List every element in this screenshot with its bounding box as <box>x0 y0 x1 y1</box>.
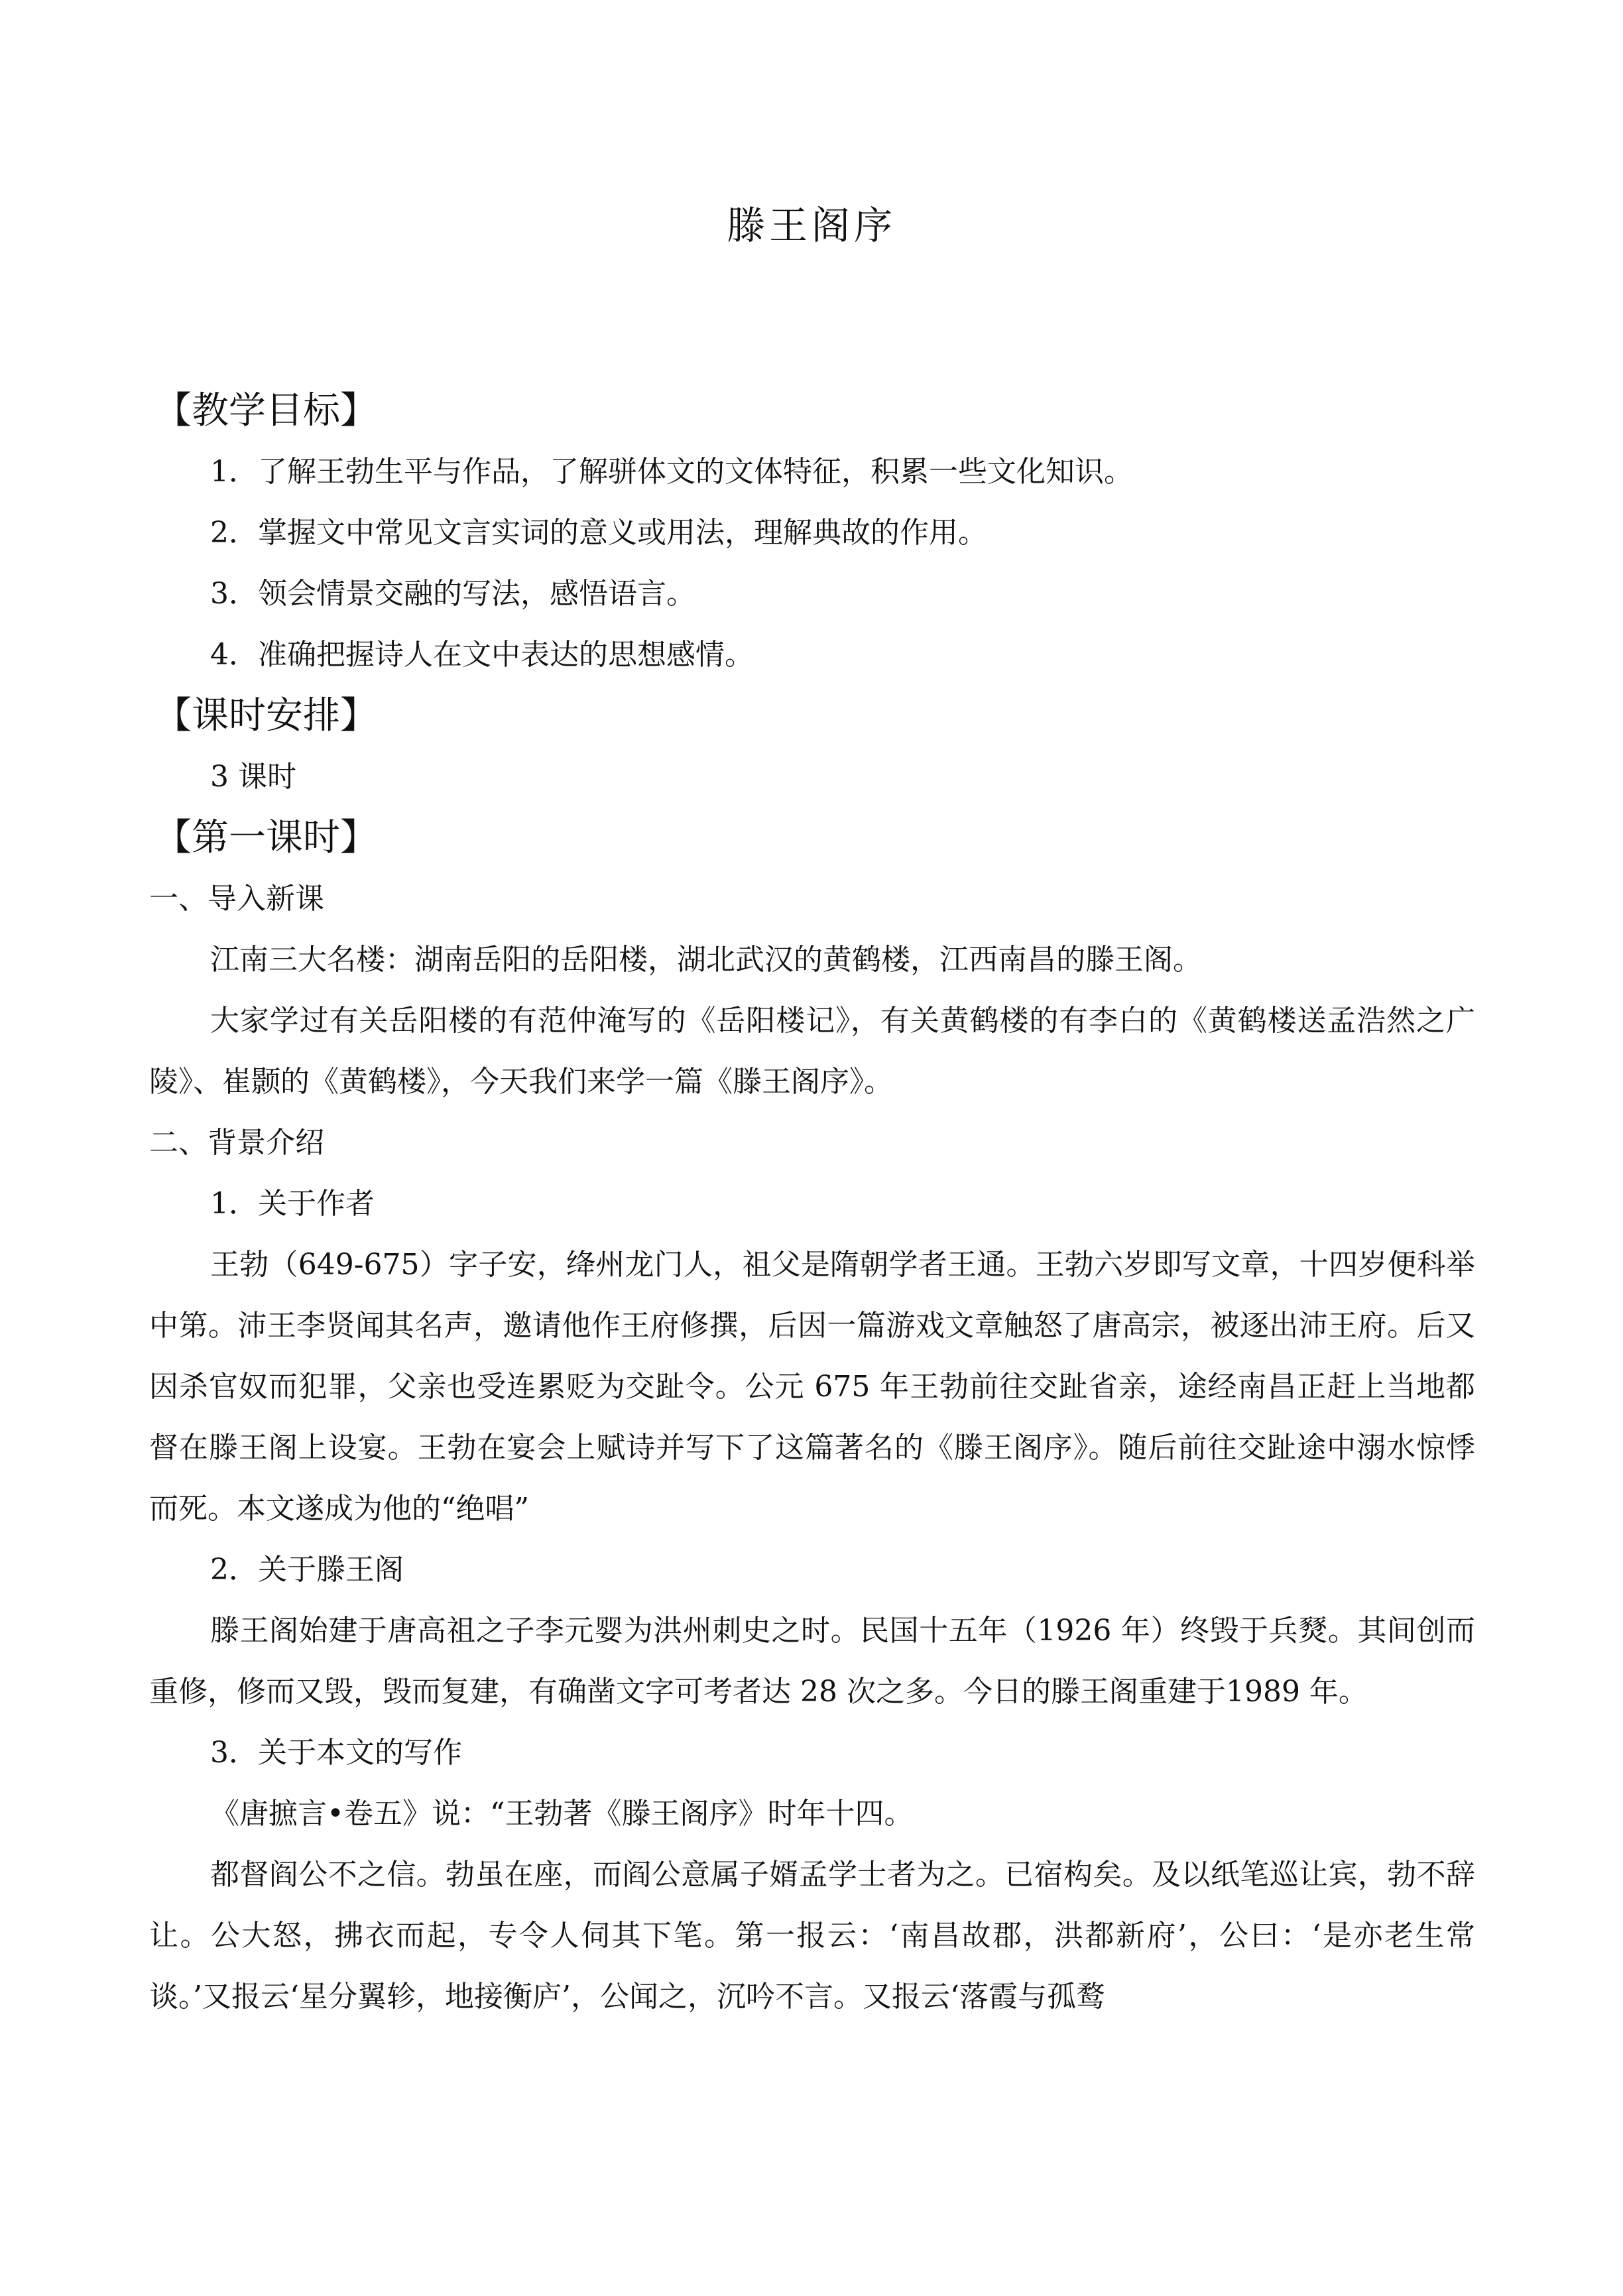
page-title: 滕王阁序 <box>726 203 896 248</box>
lesson1-heading: 【第一课时】 <box>154 816 377 859</box>
goals-heading: 【教学目标】 <box>154 389 377 432</box>
story-paragraph: 都督阎公不之信。勃虽在座，而阎公意属子婿孟学士者为之。已宿构矣。及以纸笔巡让宾，勃不辞让。公大怒，拂衣而起，专令人伺其下笔。第一报云：‘南昌故郡，洪都新府’，公曰：‘是亦老生常谈。’又报云‘星分翼轸，地接衡庐’，公闻之，沉吟不言。又报云‘落霞与孤鹜 <box>149 1858 1475 2014</box>
subheading-writing: 3．关于本文的写作 <box>210 1736 462 1770</box>
goal-item: 4．准确把握诗人在文中表达的思想感情。 <box>210 638 754 672</box>
intro-paragraph: 江南三大名楼：湖南岳阳的岳阳楼，湖北武汉的黄鹤楼，江西南昌的滕王阁。 <box>210 943 1202 977</box>
subheading-author: 1．关于作者 <box>210 1187 375 1221</box>
section-heading-intro: 一、导入新课 <box>149 882 324 916</box>
goal-item: 3．领会情景交融的写法，感悟语言。 <box>210 577 695 611</box>
schedule-heading: 【课时安排】 <box>154 694 377 737</box>
schedule-text: 3 课时 <box>210 760 296 794</box>
subheading-pavilion: 2．关于滕王阁 <box>210 1553 404 1587</box>
section-heading-background: 二、背景介绍 <box>149 1126 324 1160</box>
intro-paragraph: 大家学过有关岳阳楼的有范仲淹写的《岳阳楼记》，有关黄鹤楼的有李白的《黄鹤楼送孟浩然之广陵》、崔颢的《黄鹤楼》，今天我们来学一篇《滕王阁序》。 <box>149 1004 1475 1099</box>
goal-item: 1．了解王勃生平与作品，了解骈体文的文体特征，积累一些文化知识。 <box>210 455 1133 489</box>
document-body <box>149 381 1475 2027</box>
goal-item: 2．掌握文中常见文言实词的意义或用法，理解典故的作用。 <box>210 516 987 550</box>
quote-paragraph: 《唐摭言•卷五》说：“王勃著《滕王阁序》时年十四。 <box>210 1797 914 1831</box>
author-paragraph: 王勃（649-675）字子安，绛州龙门人，祖父是隋朝学者王通。王勃六岁即写文章，十四岁便科举中第。沛王李贤闻其名声，邀请他作王府修撰，后因一篇游戏文章触怒了唐高宗，被逐出沛王府。后又因杀官奴而犯罪，父亲也受连累贬为交趾令。公元 675 年王勃前往交趾省亲，途经南昌正赶上当地都督在滕王阁上设宴。王勃在宴会上赋诗并写下了这篇著名的《滕王阁序》。随后前往交趾途中溺水惊悸而死。本文遂成为他的“绝唱” <box>149 1248 1475 1526</box>
pavilion-paragraph: 滕王阁始建于唐高祖之子李元婴为洪州刺史之时。民国十五年（1926 年）终毁于兵燹。其间创而重修，修而又毁，毁而复建，有确凿文字可考者达 28 次之多。今日的滕王阁重建于1989 年。 <box>149 1614 1475 1709</box>
